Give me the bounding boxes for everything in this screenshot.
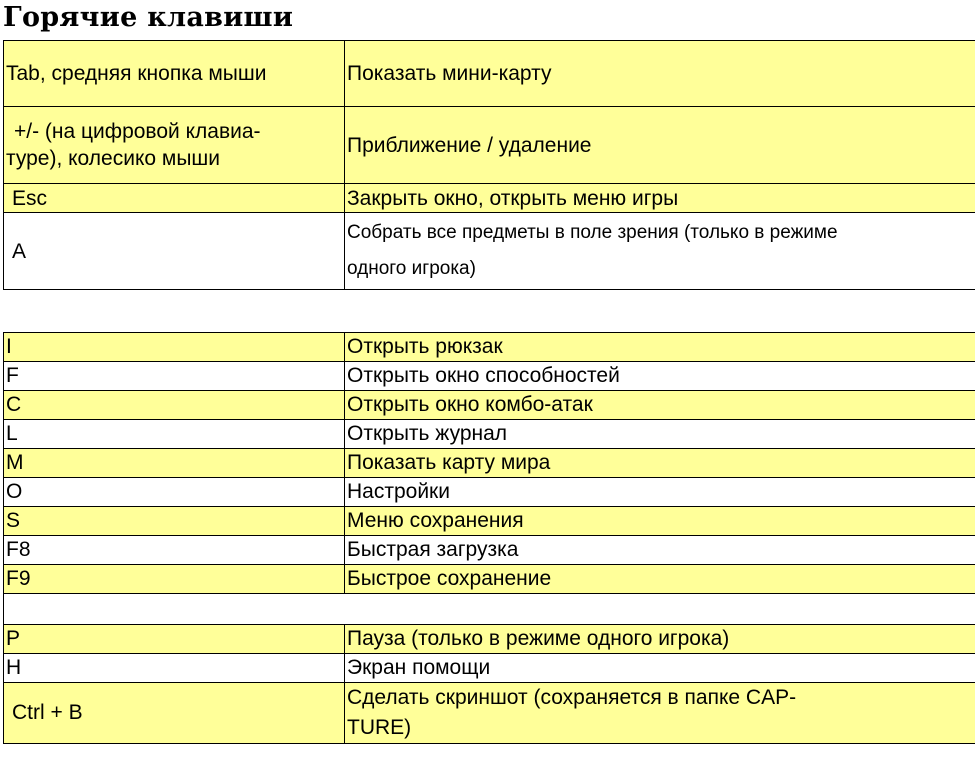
hotkey-action-line: Сделать скриншот (сохраняется в папке CAP- [347, 686, 797, 709]
hotkeys-table-secondary [3, 332, 975, 744]
hotkey-action-line: TURE) [347, 716, 412, 739]
hotkey-action: Пауза (только в режиме одного игрока) [345, 625, 975, 654]
table-row [4, 107, 975, 184]
table-row [4, 654, 975, 683]
hotkey-action: Быстрая загрузка [345, 536, 975, 565]
hotkey-action: Показать мини-карту [345, 41, 975, 107]
table-row [4, 391, 975, 420]
hotkey-action: Экран помощи [345, 654, 975, 683]
table-row-empty [4, 594, 975, 625]
hotkey-action [345, 683, 975, 744]
table-row [4, 420, 975, 449]
hotkey-key: L [4, 420, 345, 449]
hotkey-key: F [4, 362, 345, 391]
hotkey-key: F9 [4, 565, 345, 594]
hotkey-key: S [4, 507, 345, 536]
hotkey-key: H [4, 654, 345, 683]
hotkey-key: C [4, 391, 345, 420]
table-row [4, 683, 975, 744]
table-row [4, 565, 975, 594]
hotkey-action: Открыть рюкзак [345, 333, 975, 362]
hotkey-action: Показать карту мира [345, 449, 975, 478]
table-row [4, 213, 975, 290]
hotkey-action: Закрыть окно, открыть меню игры [345, 184, 975, 213]
hotkey-key: Esc [4, 184, 345, 213]
table-row [4, 449, 975, 478]
hotkey-key: Ctrl + B [4, 683, 345, 744]
hotkey-key: P [4, 625, 345, 654]
hotkey-action: Меню сохранения [345, 507, 975, 536]
hotkey-action-line: одного игрока) [347, 258, 476, 279]
hotkey-key: M [4, 449, 345, 478]
table-row [4, 536, 975, 565]
hotkey-action: Приближение / удаление [345, 107, 975, 184]
hotkey-key [4, 107, 345, 184]
hotkey-action [345, 213, 975, 290]
table-row [4, 41, 975, 107]
hotkey-key-line: туре), колесико мыши [6, 147, 220, 170]
hotkey-action: Открыть журнал [345, 420, 975, 449]
hotkey-key-line: +/- (на цифровой клавиа- [14, 120, 261, 143]
hotkey-key: F8 [4, 536, 345, 565]
empty-cell [4, 594, 975, 625]
hotkey-key: A [4, 213, 345, 290]
table-row [4, 184, 975, 213]
table-row [4, 478, 975, 507]
table-row [4, 625, 975, 654]
hotkey-action: Открыть окно комбо-атак [345, 391, 975, 420]
table-row [4, 362, 975, 391]
hotkey-action: Настройки [345, 478, 975, 507]
hotkey-action: Открыть окно способностей [345, 362, 975, 391]
hotkey-key: Tab, средняя кнопка мыши [4, 41, 345, 107]
table-row [4, 507, 975, 536]
hotkey-action-line: Собрать все предметы в поле зрения (только в режиме [347, 222, 838, 243]
page-title: Горячие клавиши [3, 2, 294, 33]
hotkey-key: I [4, 333, 345, 362]
hotkey-key: O [4, 478, 345, 507]
hotkeys-table-main [3, 40, 975, 290]
hotkey-action: Быстрое сохранение [345, 565, 975, 594]
table-row [4, 333, 975, 362]
